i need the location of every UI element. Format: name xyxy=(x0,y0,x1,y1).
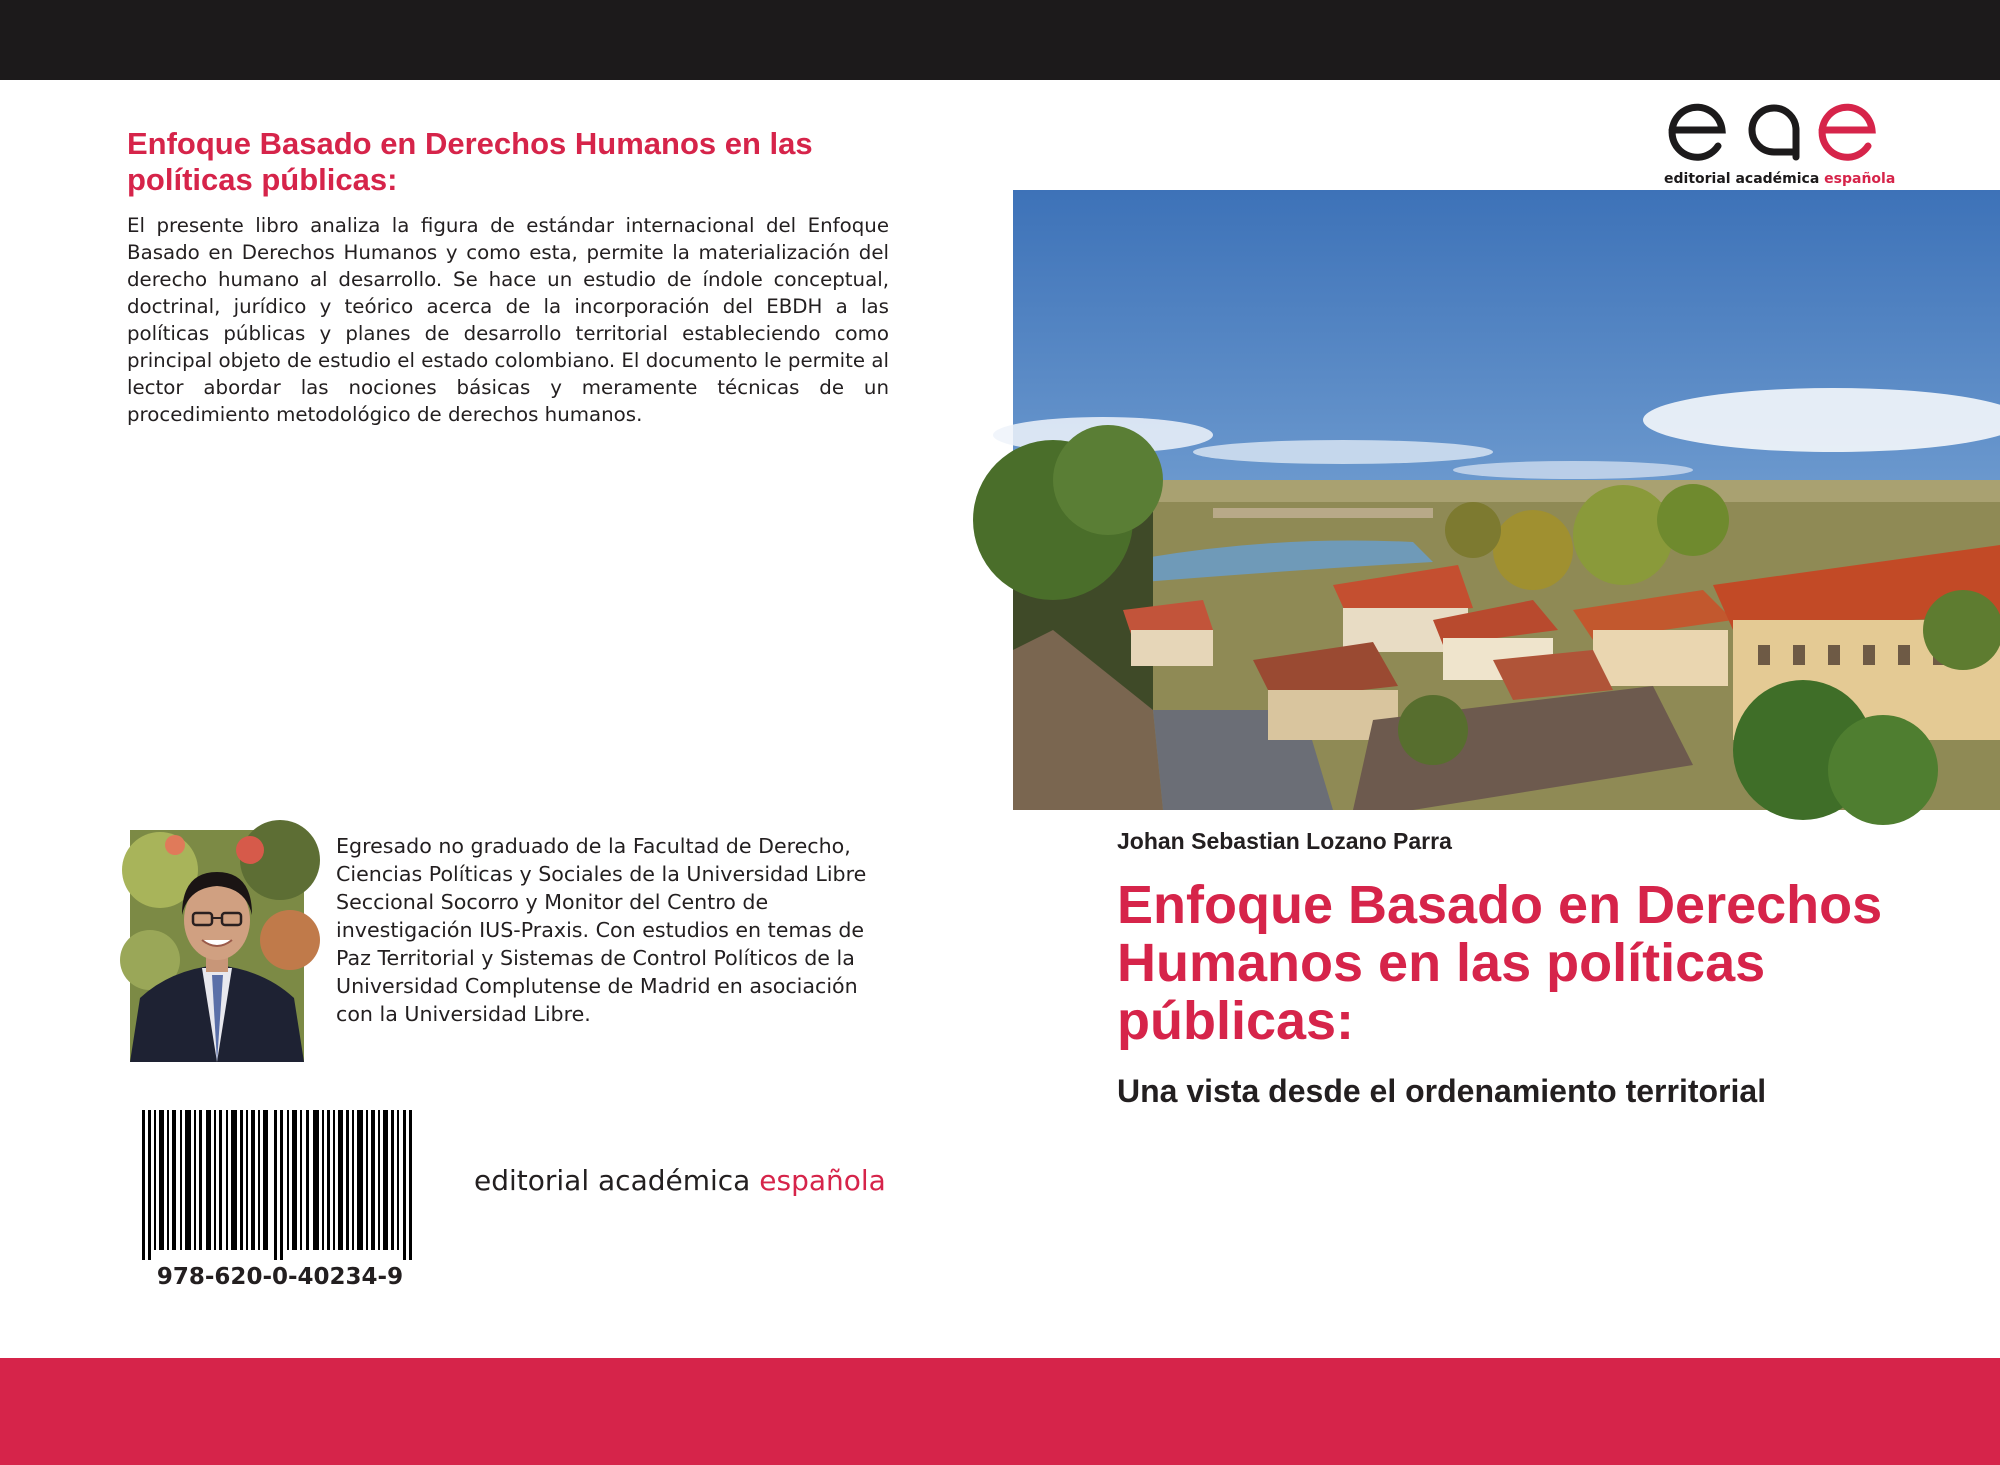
back-cover-summary: El presente libro analiza la figura de estándar internacional del Enfoque Basado en Derechos Humanos y como esta, permite la materialización del derecho humano al desarrollo. Se hace un estudio de índole conceptual, doctrinal, jurídico y teórico acerca de la incorporación del EBDH a las políticas públicas y planes de desarrollo territorial estableciendo como principal objeto de estudio el estado colombiano. El documento le permite al lector abordar las nociones básicas y meramente técnicas de un procedimiento metodológico de derechos humanos. xyxy=(127,214,889,426)
isbn-barcode xyxy=(140,1110,420,1260)
back-cover-title: Enfoque Basado en Derechos Humanos en las políticas públicas: xyxy=(127,126,813,197)
publisher-name-main: editorial académica xyxy=(474,1164,751,1197)
back-publisher-name xyxy=(474,1164,886,1197)
svg-text:editorial académica española xyxy=(1664,171,1895,187)
top-bar xyxy=(0,0,2000,80)
front-cover-title: Enfoque Basado en Derechos Humanos en las políticas públicas: xyxy=(1117,875,1883,1051)
front-cover-subtitle: Una vista desde el ordenamiento territorial xyxy=(1117,1073,1767,1109)
front-cover-author: Johan Sebastian Lozano Parra xyxy=(1117,828,1452,854)
author-biography: Egresado no graduado de la Facultad de Derecho, Ciencias Políticas y Sociales de la Universidad Libre Seccional Socorro y Monitor del Centro de investigación IUS-Praxis. Con estudios en temas de Paz Territorial y Sistemas de Control Políticos de la Universidad Complutense de Madrid en asociación con la Universidad Libre. xyxy=(336,834,867,1026)
publisher-name-accent: española xyxy=(759,1164,886,1197)
bottom-accent-bar xyxy=(0,1358,2000,1465)
logo-name-main: editorial académica xyxy=(1664,171,1820,187)
town-landscape-photo xyxy=(1013,190,2000,810)
logo-name-accent: española xyxy=(1824,171,1896,187)
eae-publisher-logo xyxy=(1658,94,1896,190)
isbn-number: 978-620-0-40234-9 xyxy=(156,1264,404,1290)
author-portrait-photo xyxy=(130,830,304,1062)
